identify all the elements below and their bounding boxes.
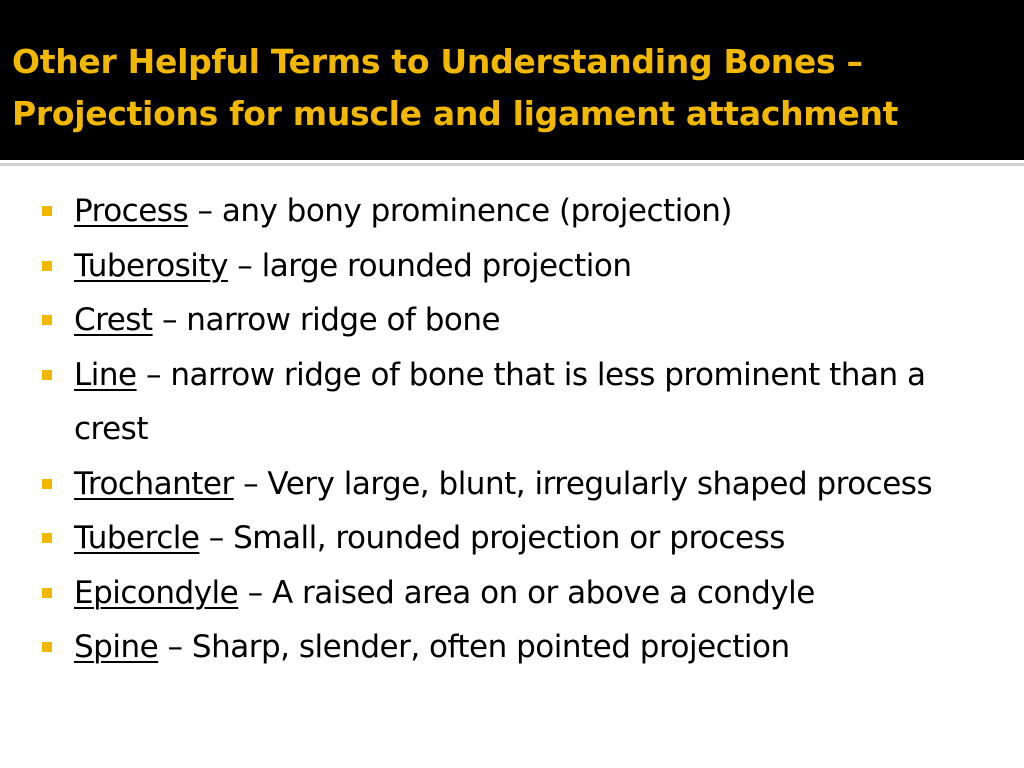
- bullet-item-tubercle: [40, 511, 1000, 566]
- term-tuberosity: Tuberosity: [74, 247, 228, 284]
- square-bullet-icon: [42, 315, 52, 325]
- title-divider: [0, 163, 1024, 166]
- bullet-item-line: [40, 348, 1000, 457]
- bullet-item-spine: [40, 620, 1000, 675]
- square-bullet-icon: [42, 588, 52, 598]
- bullet-list: [40, 184, 1000, 675]
- term-crest: Crest: [74, 302, 153, 338]
- square-bullet-icon: [42, 533, 52, 543]
- bullet-item-epicondyle: [40, 566, 1000, 621]
- term-spine: Spine: [74, 629, 159, 665]
- term-epicondyle: Epicondyle: [74, 574, 239, 611]
- bullet-item-process: [40, 184, 1000, 239]
- square-bullet-icon: [42, 642, 52, 652]
- definition-spine: – Sharp, slender, often pointed projection: [158, 629, 790, 665]
- bullet-item-crest: [40, 293, 1000, 348]
- square-bullet-icon: [42, 261, 52, 271]
- definition-epicondyle: – A raised area on or above a condyle: [238, 574, 815, 611]
- bullet-item-tuberosity: [40, 239, 1000, 294]
- definition-trochanter: – Very large, blunt, irregularly shaped process: [233, 465, 933, 502]
- square-bullet-icon: [42, 206, 52, 216]
- definition-crest: – narrow ridge of bone: [152, 302, 501, 338]
- term-line: Line: [74, 356, 137, 393]
- square-bullet-icon: [42, 370, 52, 380]
- slide-title: Other Helpful Terms to Understanding Bones – Projections for muscle and ligament attachment: [12, 42, 899, 133]
- definition-process: – any bony prominence (projection): [188, 193, 733, 229]
- square-bullet-icon: [42, 479, 52, 489]
- term-process: Process: [74, 193, 189, 229]
- definition-tuberosity: – large rounded projection: [227, 247, 632, 284]
- bullet-item-trochanter: [40, 457, 1000, 512]
- definition-line: – narrow ridge of bone that is less prominent than a crest: [74, 356, 926, 447]
- term-tubercle: Tubercle: [74, 520, 200, 556]
- definition-tubercle: – Small, rounded projection or process: [199, 520, 785, 556]
- term-trochanter: Trochanter: [74, 465, 234, 502]
- title-bar: [0, 0, 1024, 160]
